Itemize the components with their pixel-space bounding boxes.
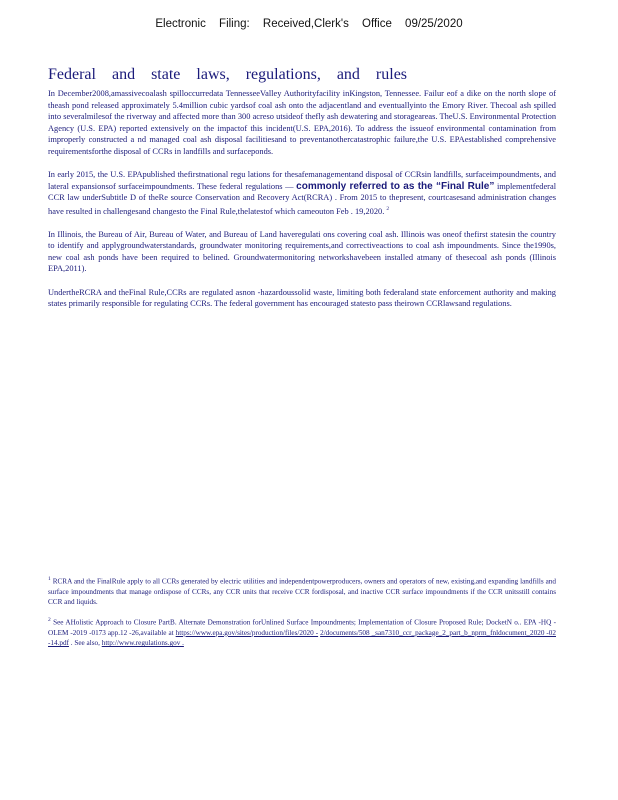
see-also-text: . See also, bbox=[70, 639, 100, 648]
footnote-2-number: 2 bbox=[48, 616, 51, 623]
paragraph-1: In December2008,amassivecoalash spilloccurredata TennesseeValley Authorityfacility inKingston, Tennessee. Failur eof a dike on the north slope of theash pond released approximately 5.4million cubic yardsof coal ash onto the adjacentland and eventuallyinto the Emory River. Thecoal ash spilled into severalmilesof the riverway and affected more than 300 acreso utsideof thefly ash dewatering and storageareas. TheU.S. Environmental Protection Agency (U.S. EPA) reported extensively on the impactof this incident(U.S. EPA,2016). To address the issueof environmental contamination from improperly constructed a nd managed coal ash disposal facilitiesand to preventanothercatastrophic failure,the U.S. EPAestablished comprehensive requirementsforthe disposal of CCRs in landfills and surfaceponds. bbox=[48, 89, 556, 156]
footnote-1-number: 1 bbox=[48, 576, 51, 582]
paragraph-2-start: In early 2015, the U.S. EPApublished thefirstnational regu lations for thesafemanagementand disposal of CCRsin landfills, surfaceimpoundments, and lateral expansionsof surfaceimpoundments. These federal regulations — bbox=[48, 170, 556, 191]
final-rule-phrase: commonly referred to as the “Final Rule” bbox=[296, 180, 495, 192]
footnote-2-text: See AHolistic Approach to Closure PartB. Alternate Demonstration forUnlined Surface Impoundments; Implementation of Closure Proposed Rule; DocketN o.. EPA -HQ -OLEM -2019 -0173 app.12 -26,available at bbox=[48, 618, 557, 637]
epa-link-part-2[interactable]: 2/documents/508 _san7310_ccr_package_2_part_b_nprm_fnldocument_2020 -02 -14.pdf bbox=[48, 628, 556, 648]
paragraph-2-rest: implementfederal CCR law underSubtitle D of theRe source Conservation and Recovery Act(RCRA) . From 2015 to thepresent, courtcasesand administration changes have resulted in challengesand changesto the Final Rule,thelatestof which cameouton Feb . 19,2020. bbox=[48, 181, 557, 216]
footnote-1-text: RCRA and the FinalRule apply to all CCRs generated by electric utilities and independentpowerproducers, owners and operators of new, existing,and expanding landfills and surface impoundments that manage ordispose of CCRs, any CCR units that receive CCR fordisposal, and inactive CCR surface impoundments if the CCR unitsstill contains CCR and liquids. bbox=[48, 577, 556, 607]
footnote-1 bbox=[48, 574, 556, 608]
filing-header: Electronic Filing: Received,Clerk's Office 09/25/2020 bbox=[155, 18, 463, 30]
paragraph-2 bbox=[48, 169, 556, 217]
body-text bbox=[48, 88, 556, 322]
paragraph-4: UndertheRCRA and theFinal Rule,CCRs are regulated asnon -hazardoussolid waste, limiting both federaland state enforcement authority and making states primarily responsible for regulating CCRs. The federal government has encouraged statesto pass theirown CCRlawsand regulations. bbox=[48, 287, 556, 309]
paragraph-3: In Illinois, the Bureau of Air, Bureau of Water, and Bureau of Land haveregulati ons covering coal ash. Illinois was oneof thefirst statesin the country to identify and applygroundwaterstandards, groundwater monitoring requirements,and correctiveactions to coal ash impoundments. Since the1990s, new coal ash ponds have been required to belined. Groundwatermonitoring networkshavebeen installed atmany of thesecoal ash ponds (Illinois EPA,2011). bbox=[48, 229, 556, 274]
epa-link-part-1[interactable]: https://www.epa.gov/sites/production/files/2020 - bbox=[175, 628, 319, 637]
footnote-2 bbox=[48, 615, 556, 649]
footnotes bbox=[48, 574, 556, 656]
regulations-gov-link[interactable]: http://www.regulations.gov . bbox=[101, 639, 184, 648]
footnote-marker-2[interactable]: 2 bbox=[386, 205, 390, 212]
section-heading: Federal and state laws, regulations, and rules bbox=[48, 66, 408, 83]
